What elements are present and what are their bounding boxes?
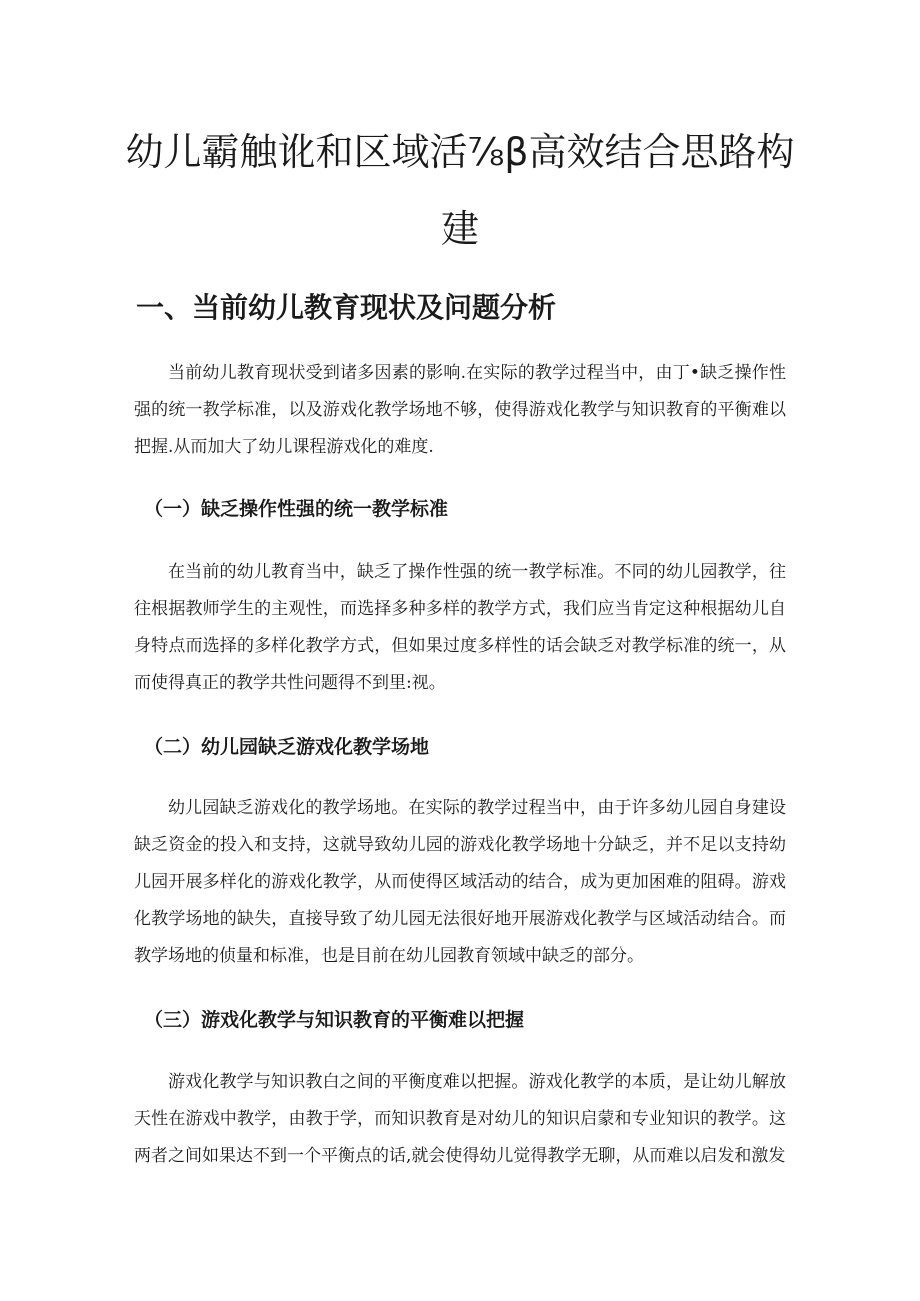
section-heading: 一、当前幼儿教育现状及问题分析 — [136, 291, 557, 324]
subsection-heading-3: （三）游戏化教学与知识教育的平衡难以把握 — [144, 1009, 525, 1031]
subsection-heading-2: （二）幼儿园缺乏游戏化教学场地 — [144, 736, 430, 758]
document-title-line-2: 建 — [440, 207, 479, 251]
subsection-2-paragraph: 幼儿园缺乏游戏化的教学场地。在实际的教学过程当中，由于许多幼儿园自身建设缺乏资金的投入和支持，这就导致幼儿园的游戏化教学场地十分缺乏，并不足以支持幼儿园开展多样化的游戏化教学，从而使得区域活动的结合，成为更加困难的阻碍。游戏化教学场地的缺失，直接导致了幼儿园无法很好地开展游戏化教学与区域活动结合。而教学场地的侦量和标准，也是目前在幼儿园教育领域中缺乏的部分。 — [134, 798, 786, 966]
subsection-3-paragraph: 游戏化教学与知识教白之间的平衡度难以把握。游戏化教学的本质，是让幼儿解放天性在游戏中教学，由教于学，而知识教育是对幼儿的知识启蒙和专业知识的教学。这两者之间如果达不到一个平衡点的话,就会使得幼儿觉得教学无聊，从而难以启发和激发 — [134, 1072, 786, 1166]
subsection-heading-1: （一）缺乏操作性强的统一教学标准 — [144, 498, 449, 520]
document-title-line-1: 幼儿霸触讹和区域活⅞β高效结合思路构 — [125, 130, 795, 174]
section-intro-paragraph: 当前幼儿教育现状受到诸多因素的影响.在实际的教学过程当中，由丁•缺乏操作性强的统一教学标准，以及游戏化教学场地不够，使得游戏化教学与知识教育的平衡难以把握.从而加大了幼儿课程游戏化的难度. — [134, 363, 786, 457]
subsection-1-paragraph: 在当前的幼儿教育当中，缺乏了操作性强的统一教学标准。不同的幼儿园教学，往往根据教师学生的主观性，而选择多种多样的教学方式，我们应当肯定这种根据幼儿自身特点而选择的多样化教学方式，但如果过度多样性的话会缺乏对教学标准的统一，从而使得真正的教学共性问题得不到里:视。 — [134, 562, 786, 693]
